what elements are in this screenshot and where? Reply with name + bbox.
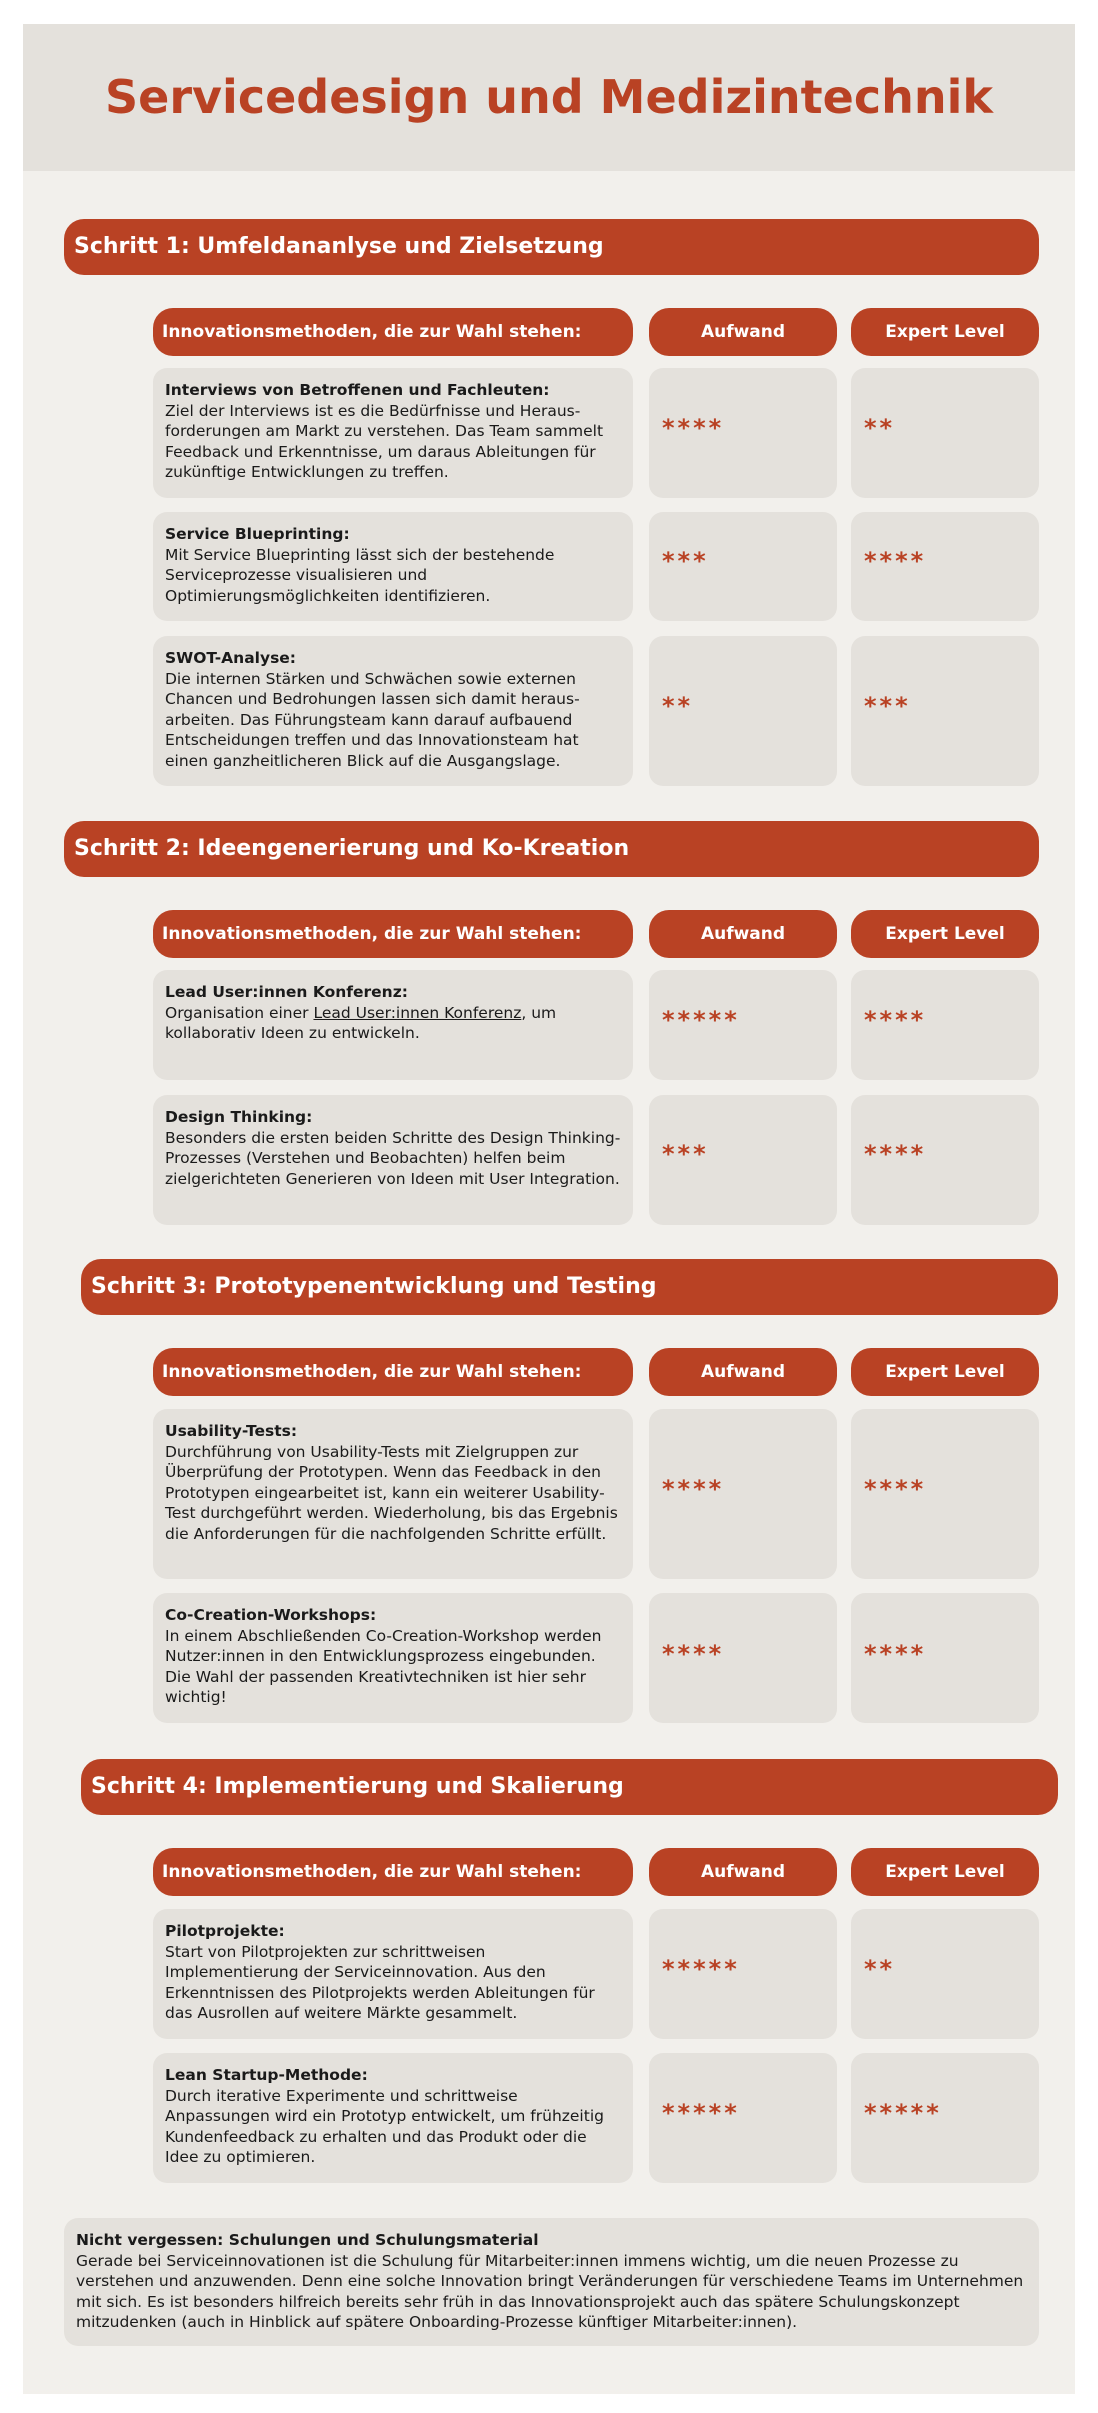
methods-column-header: Innovationsmethoden, die zur Wahl stehen: <box>153 1348 633 1396</box>
training-note <box>64 2218 1039 2346</box>
method-name: Service Blueprinting: <box>165 525 350 543</box>
expert-rating: **** <box>864 1475 927 1503</box>
method-text-before: Organisation einer <box>165 1003 314 1022</box>
methods-column-header: Innovationsmethoden, die zur Wahl stehen: <box>153 910 633 958</box>
effort-column-header: Aufwand <box>649 910 837 958</box>
expert-rating: ***** <box>864 2099 942 2127</box>
effort-cell <box>649 636 837 786</box>
effort-cell <box>649 1095 837 1225</box>
effort-rating: *** <box>662 1140 709 1168</box>
methods-column-header: Innovationsmethoden, die zur Wahl stehen: <box>153 1848 633 1896</box>
effort-cell <box>649 368 837 498</box>
expert-rating: **** <box>864 547 927 575</box>
expert-rating: *** <box>864 692 911 720</box>
method-text: Durch iterative Experimente und schrittweise Anpassungen wird ein Prototyp entwickelt, um frühzeitig Kundenfeedback zu erhalten und das Produkt oder die Idee zu optimieren. <box>165 2086 604 2166</box>
method-name: Co-Creation-Workshops: <box>165 1606 377 1624</box>
expert-rating: **** <box>864 1640 927 1668</box>
step-4-header: Schritt 4: Implementierung und Skalierung <box>81 1759 1058 1815</box>
expert-rating: **** <box>864 1006 927 1034</box>
method-card <box>153 970 633 1080</box>
expert-column-header: Expert Level <box>851 308 1039 356</box>
expert-rating: **** <box>864 1140 927 1168</box>
expert-column-header: Expert Level <box>851 910 1039 958</box>
effort-column-header: Aufwand <box>649 1848 837 1896</box>
effort-cell <box>649 1909 837 2039</box>
effort-cell <box>649 512 837 621</box>
method-text: Durchführung von Usability-Tests mit Zielgruppen zur Überprüfung der Prototypen. Wenn das Feedback in den Prototypen eingearbeitet ist, kann ein weiterer Usability-Test durchgeführt werden. Wiederholung, bis das Ergebnis die Anforderungen für die nachfolgenden Schritte erfüllt. <box>165 1442 618 1543</box>
expert-cell <box>851 2053 1039 2183</box>
expert-cell <box>851 512 1039 621</box>
effort-rating: **** <box>662 414 725 442</box>
expert-cell <box>851 1593 1039 1723</box>
step-2-header: Schritt 2: Ideengenerierung und Ko-Kreation <box>64 821 1039 877</box>
effort-column-header: Aufwand <box>649 308 837 356</box>
effort-cell <box>649 1409 837 1579</box>
note-title: Nicht vergessen: Schulungen und Schulungsmaterial <box>76 2231 539 2249</box>
effort-cell <box>649 2053 837 2183</box>
lead-user-conference-link[interactable]: Lead User:innen Konferenz <box>313 1003 522 1022</box>
effort-cell <box>649 970 837 1080</box>
expert-column-header: Expert Level <box>851 1848 1039 1896</box>
method-name: Design Thinking: <box>165 1108 313 1126</box>
expert-cell <box>851 1095 1039 1225</box>
method-card <box>153 636 633 786</box>
method-name: Lead User:innen Konferenz: <box>165 983 408 1001</box>
effort-column-header: Aufwand <box>649 1348 837 1396</box>
expert-cell <box>851 1409 1039 1579</box>
method-name: Pilotprojekte: <box>165 1922 285 1940</box>
effort-rating: **** <box>662 1475 725 1503</box>
step-1-header: Schritt 1: Umfeldananlyse und Zielsetzung <box>64 219 1039 275</box>
method-name: Lean Startup-Methode: <box>165 2066 368 2084</box>
expert-cell <box>851 1909 1039 2039</box>
expert-cell <box>851 636 1039 786</box>
expert-column-header: Expert Level <box>851 1348 1039 1396</box>
method-card <box>153 368 633 498</box>
effort-rating: *** <box>662 547 709 575</box>
expert-rating: ** <box>864 414 896 442</box>
note-text: Gerade bei Serviceinnovationen ist die Schulung für Mitarbeiter:innen immens wichtig, um die neuen Prozesse zu verstehen und anzuwenden. Denn eine solche Innovation bringt Veränderungen für verschiedene Teams im Unternehmen mit sich. Es ist besonders hilfreich bereits sehr früh in das Innovationsprojekt auch das spätere Schulungskonzept mitzudenken (auch in Hinblick auf spätere Onboarding-Prozesse künftiger Mitarbeiter:innen). <box>76 2251 1024 2331</box>
effort-rating: **** <box>662 1640 725 1668</box>
expert-cell <box>851 970 1039 1080</box>
method-card <box>153 1909 633 2039</box>
expert-cell <box>851 368 1039 498</box>
page-title: Servicedesign und Medizintechnik <box>105 70 993 124</box>
effort-rating: ***** <box>662 1006 740 1034</box>
effort-rating: ** <box>662 692 694 720</box>
effort-rating: ***** <box>662 1955 740 1983</box>
method-text: Die internen Stärken und Schwächen sowie externen Chancen und Bedrohungen lassen sich damit heraus-arbeiten. Das Führungsteam kann darauf aufbauend Entscheidungen treffen und das Innovationsteam hat einen ganzheitlicheren Blick auf die Ausgangslage. <box>165 669 580 770</box>
method-name: SWOT-Analyse: <box>165 649 297 667</box>
method-card <box>153 1095 633 1225</box>
method-text: Ziel der Interviews ist es die Bedürfnisse und Heraus-forderungen am Markt zu verstehen. Das Team sammelt Feedback und Erkenntnisse, um daraus Ableitungen für zukünftige Entwicklungen zu treffen. <box>165 401 604 481</box>
method-text-after: , um kollaborativ Ideen zu entwickeln. <box>165 1003 557 1042</box>
method-card <box>153 1409 633 1579</box>
method-text: In einem Abschließenden Co-Creation-Workshop werden Nutzer:innen in den Entwicklungsprozess eingebunden. Die Wahl der passenden Kreativtechniken ist hier sehr wichtig! <box>165 1626 602 1706</box>
method-name: Interviews von Betroffenen und Fachleuten: <box>165 381 550 399</box>
method-name: Usability-Tests: <box>165 1422 298 1440</box>
page <box>23 24 1075 2394</box>
method-text: Mit Service Blueprinting lässt sich der bestehende Serviceprozesse visualisieren und Optimierungsmöglichkeiten identifizieren. <box>165 545 555 605</box>
method-text: Besonders die ersten beiden Schritte des Design Thinking-Prozesses (Verstehen und Beobachten) helfen beim zielgerichteten Generieren von Ideen mit User Integration. <box>165 1128 621 1188</box>
method-card <box>153 1593 633 1723</box>
method-text: Start von Pilotprojekten zur schrittweisen Implementierung der Serviceinnovation. Aus den Erkenntnissen des Pilotprojekts werden Ableitungen für das Ausrollen auf weitere Märkte gesammelt. <box>165 1942 595 2022</box>
effort-cell <box>649 1593 837 1723</box>
step-3-header: Schritt 3: Prototypenentwicklung und Testing <box>81 1259 1058 1315</box>
title-banner <box>23 24 1075 171</box>
expert-rating: ** <box>864 1955 896 1983</box>
methods-column-header: Innovationsmethoden, die zur Wahl stehen: <box>153 308 633 356</box>
method-card <box>153 512 633 621</box>
effort-rating: ***** <box>662 2099 740 2127</box>
method-card <box>153 2053 633 2183</box>
